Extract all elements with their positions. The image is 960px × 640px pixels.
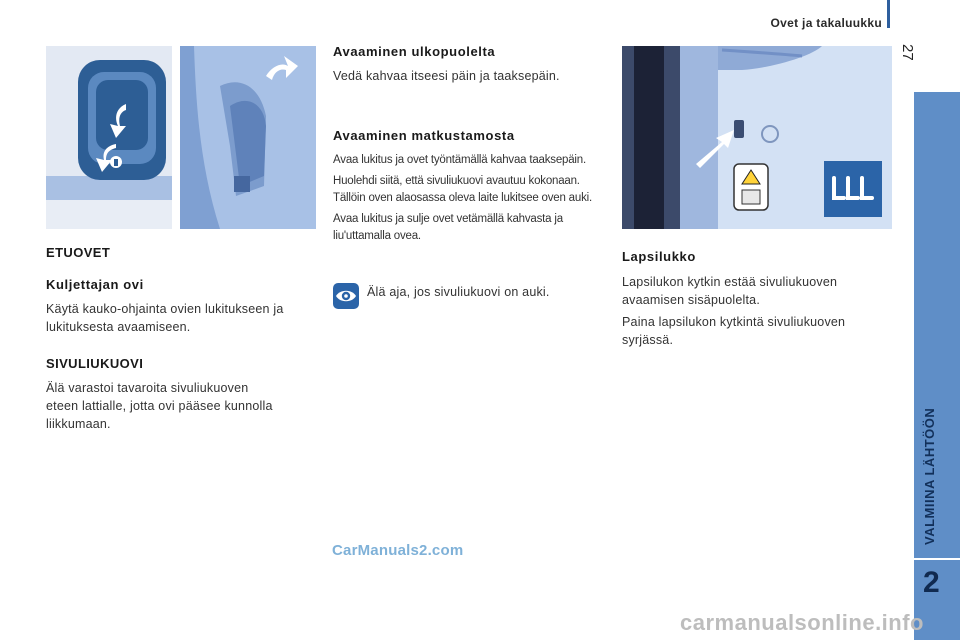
page-number: 27 <box>899 44 916 61</box>
inside-opening-p3: Avaa lukitus ja sulje ovet vetämällä kahvasta ja liu'uttamalla ovea. <box>333 213 563 242</box>
child-lock-illustration <box>622 46 892 229</box>
driver-door-title: Kuljettajan ovi <box>46 277 144 292</box>
header-rule <box>887 0 890 28</box>
page-header-title: Ovet ja takaluukku <box>770 16 882 30</box>
door-exterior-illustration <box>180 46 316 229</box>
child-lock-text <box>622 273 862 353</box>
inside-opening-p2: Huolehdi siitä, että sivuliukuovi avautuu kokonaan. Tällöin oven alaosassa oleva laite lukitsee oven auki. <box>333 175 592 204</box>
outside-opening-text: Vedä kahvaa itseesi päin ja taaksepäin. <box>333 69 560 83</box>
section-title-front-doors: ETUOVET <box>46 245 111 260</box>
chapter-side-tab <box>914 92 960 558</box>
inside-opening-text <box>333 152 605 249</box>
door-handle-illustration <box>46 46 172 229</box>
watermark-carmanuals2[interactable]: CarManuals2.com <box>332 542 464 559</box>
chapter-label: VALMIINA LÄHTÖÖN <box>922 407 937 545</box>
watermark-carmanualsonline[interactable]: carmanualsonline.info <box>680 610 924 635</box>
driver-door-text: Käytä kauko-ohjainta ovien lukitukseen ja lukituksesta avaamiseen. <box>46 302 284 334</box>
chapter-number: 2 <box>923 566 940 599</box>
sliding-door-text: Älä varastoi tavaroita sivuliukuoven eteen lattialle, jotta ovi pääsee kunnolla liikkumaan. <box>46 381 273 431</box>
child-lock-title: Lapsilukko <box>622 249 696 264</box>
sliding-door-title: SIVULIUKUOVI <box>46 356 144 371</box>
child-lock-p1: Lapsilukon kytkin estää sivuliukuoven avaamisen sisäpuolelta. <box>622 275 838 307</box>
inside-opening-title: Avaaminen matkustamosta <box>333 128 515 143</box>
outside-opening-title: Avaaminen ulkopuolelta <box>333 44 496 59</box>
eye-icon <box>333 283 359 309</box>
warning-text: Älä aja, jos sivuliukuovi on auki. <box>367 285 550 299</box>
inside-opening-p1: Avaa lukitus ja ovet työntämällä kahvaa taaksepäin. <box>333 154 586 166</box>
child-lock-p2: Paina lapsilukon kytkintä sivuliukuoven syrjässä. <box>622 315 846 347</box>
